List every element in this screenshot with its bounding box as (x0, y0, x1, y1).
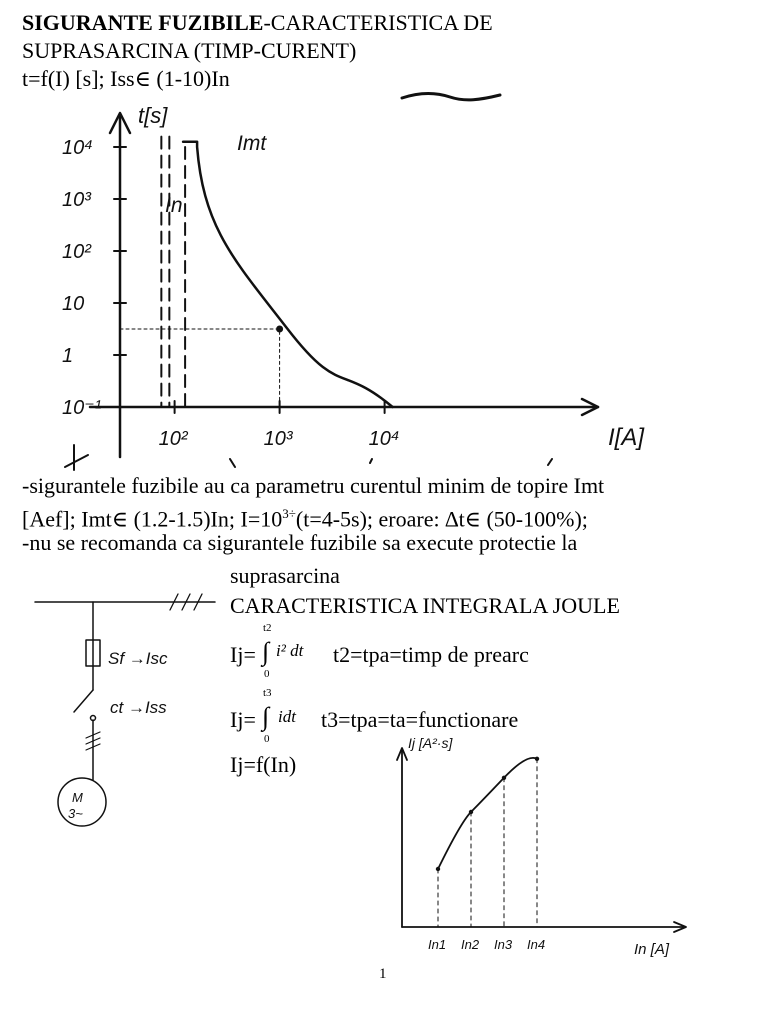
plot1-labels (62, 103, 645, 470)
plot2-curve-group (436, 757, 539, 927)
plot2-data-point (436, 867, 440, 871)
eq1-upper-limit: t2 (263, 622, 272, 634)
plot1-guide-lines (120, 329, 280, 407)
plot1-x-axis-label: I[A] (608, 424, 645, 451)
paragraph1-line1: -sigurantele fuzibile au ca parametru curentul minim de topire Imt (22, 473, 605, 498)
plot1-x-tick-label: 10⁴ (368, 428, 400, 450)
plot2-labels (408, 735, 670, 958)
plot2-data-point (502, 776, 506, 780)
plot1-marked-point (276, 326, 283, 333)
plot2-x-tick-label: In3 (494, 937, 513, 952)
contactor-blade (74, 690, 93, 712)
paragraph2-line2: suprasarcina (230, 563, 340, 588)
plot1-x-tick-label: 10³ (263, 428, 293, 450)
plot2-x-tick-label: In4 (527, 937, 546, 952)
equation-3: Ij=f(In) (230, 752, 297, 777)
eq1-integrand: i² dt (276, 641, 304, 660)
plot1-y-tick-label: 10⁻¹ (62, 397, 102, 419)
equation-2 (230, 707, 256, 733)
plot1-curve-group (120, 137, 393, 407)
document-title-line2: SUPRASARCINA (TIMP-CURENT) (22, 38, 357, 63)
plot2-x-tick-label: In2 (461, 937, 480, 952)
eq2-integrand: idt (278, 707, 296, 726)
formula-line: t=f(I) [s]; Iss∈ (1-10)In (22, 66, 230, 91)
eq2-description: t3=tpa=ta=functionare (321, 707, 519, 732)
plot1-stray-mark (65, 445, 88, 470)
joule-integral-plot (380, 730, 710, 970)
paragraph1-line2-start: [Aef]; Imt∈ (1.2-1.5)In; I=10 (22, 506, 283, 532)
paragraph2-line1: -nu se recomanda ca sigurantele fuzibile sa execute protectie la (22, 530, 578, 555)
motor-label-m: M (72, 790, 83, 805)
equation-1 (230, 642, 256, 668)
plot2-data-point (535, 757, 539, 761)
cable-marks (86, 732, 100, 750)
plot1-characteristic-curve (183, 142, 393, 407)
eq1-description: t2=tpa=timp de prearc (333, 642, 529, 667)
eq1-lower-limit: 0 (264, 668, 270, 680)
paragraph1-exponent: 3÷ (282, 506, 296, 521)
plot1-label-in: In (165, 194, 183, 217)
eq2-lower-limit: 0 (264, 733, 270, 745)
fuse-label: Sf →Isc (108, 649, 168, 668)
plot1-stray-mark (230, 459, 552, 467)
eq2-integral-sign: ∫ (262, 702, 270, 731)
document-title-rest: -CARACTERISTICA DE (263, 10, 493, 35)
time-current-plot (0, 95, 768, 475)
circuit-diagram (30, 590, 230, 850)
plot2-data-point (469, 810, 473, 814)
motor-label-phase: 3~ (68, 806, 83, 821)
eq2-upper-limit: t3 (263, 687, 272, 699)
section-title: CARACTERISTICA INTEGRALA JOULE (230, 593, 620, 618)
document-title-bold: SIGURANTE FUZIBILE (22, 10, 264, 35)
plot1-y-tick-label: 1 (62, 345, 74, 367)
plot2-axes (397, 748, 686, 932)
plot2-x-tick-label: In1 (428, 937, 447, 952)
eq1-integral-sign: ∫ (262, 637, 270, 666)
plot1-x-tick-label: 10² (158, 428, 188, 450)
plot1-y-tick-label: 10 (62, 293, 85, 315)
plot1-label-imt: Imt (237, 132, 267, 155)
document-title-line (22, 10, 493, 35)
paragraph1-line2-end: (t=4-5s); eroare: ∆t∈ (50-100%); (295, 506, 588, 532)
plot1-y-tick-label: 10² (62, 241, 91, 263)
plot2-x-axis-label: In [A] (634, 941, 670, 958)
paragraph1-line2 (22, 501, 588, 531)
page-number: 1 (379, 966, 387, 982)
plot2-characteristic-curve (438, 758, 537, 869)
plot2-y-axis-label: Ij [A²·s] (408, 735, 453, 751)
eq1-lhs: Ij= (230, 642, 256, 667)
plot1-y-axis-label: t[s] (138, 103, 168, 128)
eq2-lhs: Ij= (230, 707, 256, 732)
plot1-y-tick-label: 10⁴ (62, 137, 93, 159)
plot1-axes (90, 113, 598, 457)
contactor-label: ct →Iss (110, 698, 167, 717)
plot1-y-tick-label: 10³ (62, 189, 91, 211)
